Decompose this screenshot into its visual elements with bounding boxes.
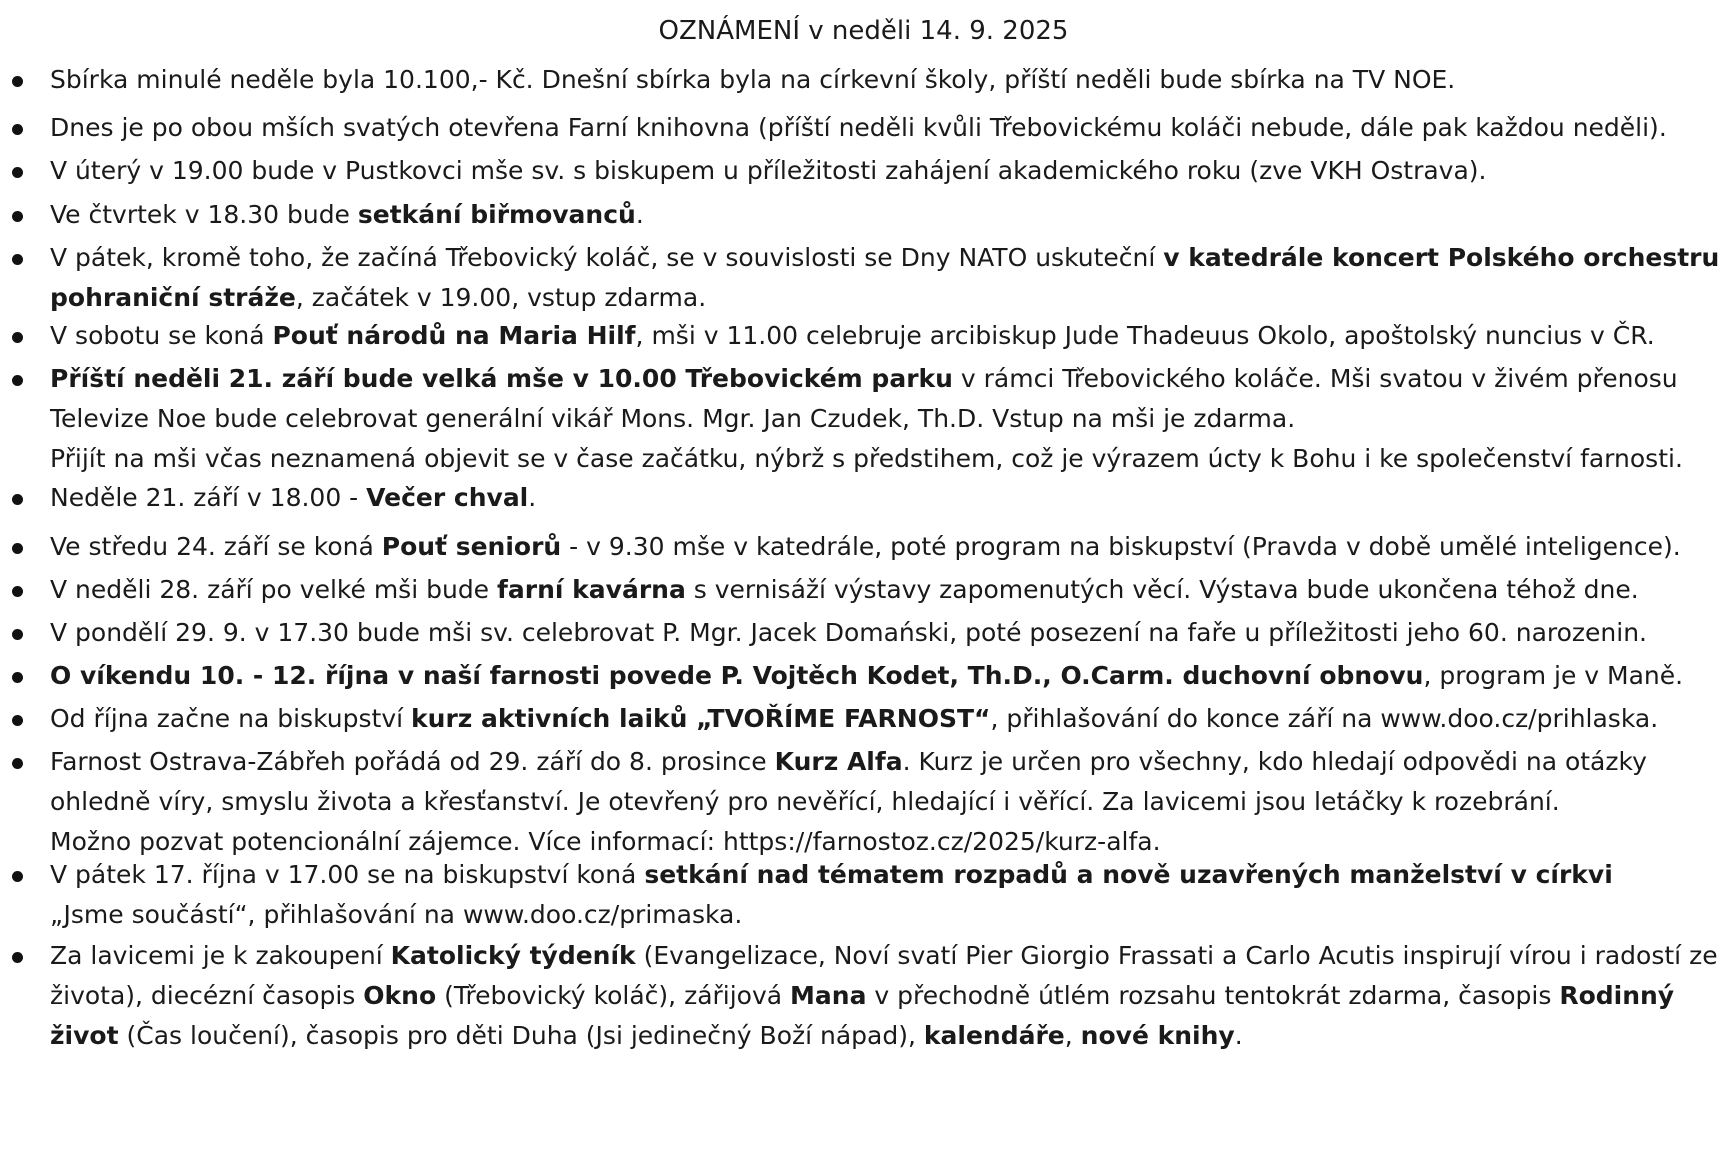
text: V pátek, kromě toho, že začíná Třebovický koláč, se v souvislosti se Dny NATO uskuteční (50, 243, 1164, 272)
item-line (50, 399, 1720, 439)
list-item (50, 151, 1720, 191)
list-item (50, 359, 1720, 479)
text: V sobotu se koná (50, 321, 273, 350)
text: , přihlašování do konce září na www.doo.cz/prihlaska. (990, 704, 1659, 733)
text: - v 9.30 mše v katedrále, poté program na biskupství (Pravda v době umělé inteligence). (561, 532, 1681, 561)
page-title: OZNÁMENÍ v neděli 14. 9. 2025 (658, 16, 1069, 46)
bold-text: kurz aktivních laiků „TVOŘÍME FARNOST“ (411, 704, 991, 733)
text: Farnost Ostrava-Zábřeh pořádá od 29. září do 8. prosince (50, 747, 775, 776)
text: Neděle 21. září v 18.00 - (50, 483, 367, 512)
bullet-icon (12, 586, 23, 597)
bold-text: Mana (790, 981, 867, 1010)
bullet-icon (12, 629, 23, 640)
bullet-icon (12, 494, 23, 505)
bullet-icon (12, 254, 23, 265)
text: Od října začne na biskupství (50, 704, 412, 733)
bold-text: pohraniční stráže (50, 283, 296, 312)
item-line (50, 570, 1720, 610)
bold-text: Pouť národů na Maria Hilf (272, 321, 636, 350)
item-line (50, 60, 1720, 100)
item-line (50, 855, 1720, 895)
text: . (528, 483, 537, 512)
item-line (50, 699, 1720, 739)
bold-text: Okno (363, 981, 437, 1010)
list-item (50, 855, 1720, 935)
bullet-icon (12, 167, 23, 178)
item-line (50, 151, 1720, 191)
text: , program je v Maně. (1423, 661, 1684, 690)
item-line (50, 238, 1720, 278)
bold-text: nové knihy (1080, 1021, 1235, 1050)
bullet-icon (12, 871, 23, 882)
item-line (50, 195, 1720, 235)
bullet-icon (12, 952, 23, 963)
item-line (50, 1016, 1720, 1056)
list-item (50, 613, 1720, 653)
bullet-icon (12, 715, 23, 726)
text: V neděli 28. září po velké mši bude (50, 575, 498, 604)
text: života), diecézní časopis (50, 981, 364, 1010)
item-line (50, 976, 1720, 1016)
text: V úterý v 19.00 bude v Pustkovci mše sv. s biskupem u příležitosti zahájení akademického roku (zve VKH Ostrava). (50, 156, 1487, 185)
text: (Třebovický koláč), zářijová (436, 981, 791, 1010)
bullet-icon (12, 211, 23, 222)
text: Možno pozvat potencionální zájemce. Více informací: https://farnostoz.cz/2025/kurz-alfa. (50, 827, 1161, 856)
text: Ve čtvrtek v 18.30 bude (50, 200, 358, 229)
item-line (50, 316, 1720, 356)
bold-text: Katolický týdeník (390, 941, 636, 970)
item-line (50, 742, 1720, 782)
bold-text: Příští neděli 21. září bude velká mše v 10.00 Třebovickém parku (50, 364, 953, 393)
text: (Čas loučení), časopis pro děti Duha (Jsi jedinečný Boží nápad), (118, 1021, 924, 1050)
item-line (50, 359, 1720, 399)
bullet-icon (12, 124, 23, 135)
bullet-icon (12, 375, 23, 386)
text: Dnes je po obou mších svatých otevřena Farní knihovna (příští neděli kvůli Třebovickému koláči nebude, dále pak každou neděli). (50, 113, 1667, 142)
bold-text: O víkendu 10. - 12. října v naší farnosti povede P. Vojtěch Kodet, Th.D., O.Carm. duchovní obnovu (50, 661, 1424, 690)
text: Za lavicemi je k zakoupení (50, 941, 391, 970)
item-line (50, 895, 1720, 935)
bold-text: Rodinný (1559, 981, 1675, 1010)
text: (Evangelizace, Noví svatí Pier Giorgio Frassati a Carlo Acutis inspirují vírou i radostí ze (635, 941, 1718, 970)
item-line (50, 656, 1720, 696)
item-line (50, 108, 1720, 148)
list-item (50, 195, 1720, 235)
text: , začátek v 19.00, vstup zdarma. (295, 283, 707, 312)
text: Přijít na mši včas neznamená objevit se v čase začátku, nýbrž s předstihem, což je výrazem úcty k Bohu i ke společenství farnosti. (50, 444, 1683, 473)
item-line (50, 527, 1720, 567)
list-item (50, 656, 1720, 696)
bullet-icon (12, 543, 23, 554)
list-item (50, 478, 1720, 518)
item-line (50, 278, 1720, 318)
text: „Jsme součástí“, přihlašování na www.doo.cz/primaska. (50, 900, 743, 929)
text: Televize Noe bude celebrovat generální vikář Mons. Mgr. Jan Czudek, Th.D. Vstup na mši je zdarma. (50, 404, 1296, 433)
bullet-icon (12, 76, 23, 87)
text: v přechodně útlém rozsahu tentokrát zdarma, časopis (866, 981, 1560, 1010)
text: s vernisáží výstavy zapomenutých věcí. Výstava bude ukončena téhož dne. (685, 575, 1639, 604)
bullet-icon (12, 672, 23, 683)
text: , (1064, 1021, 1081, 1050)
text: v rámci Třebovického koláče. Mši svatou v živém přenosu (952, 364, 1678, 393)
text: . (1234, 1021, 1243, 1050)
bold-text: setkání nad tématem rozpadů a nově uzavřených manželství v církvi (644, 860, 1613, 889)
text: Ve středu 24. září se koná (50, 532, 382, 561)
bold-text: farní kavárna (497, 575, 686, 604)
list-item (50, 60, 1720, 100)
list-item (50, 936, 1720, 1056)
item-line (50, 936, 1720, 976)
item-line (50, 439, 1720, 479)
text: . Kurz je určen pro všechny, kdo hledají odpovědi na otázky (902, 747, 1647, 776)
list-item (50, 108, 1720, 148)
list-item (50, 570, 1720, 610)
bullet-icon (12, 758, 23, 769)
list-item (50, 699, 1720, 739)
bold-text: Kurz Alfa (774, 747, 903, 776)
bold-text: život (50, 1021, 119, 1050)
text: , mši v 11.00 celebruje arcibiskup Jude Thadeuus Okolo, apoštolský nuncius v ČR. (635, 321, 1655, 350)
bold-text: setkání biřmovanců (357, 200, 636, 229)
list-item (50, 316, 1720, 356)
item-line (50, 613, 1720, 653)
bold-text: kalendáře (923, 1021, 1065, 1050)
item-line (50, 478, 1720, 518)
bold-text: Pouť seniorů (381, 532, 562, 561)
bullet-icon (12, 332, 23, 343)
item-line (50, 782, 1720, 822)
list-item (50, 238, 1720, 318)
list-item (50, 742, 1720, 862)
text: V pondělí 29. 9. v 17.30 bude mši sv. celebrovat P. Mgr. Jacek Domański, poté posezení na faře u příležitosti jeho 60. narozenin. (50, 618, 1647, 647)
text: V pátek 17. října v 17.00 se na biskupství koná (50, 860, 645, 889)
text: Sbírka minulé neděle byla 10.100,- Kč. Dnešní sbírka byla na církevní školy, příští neděli bude sbírka na TV NOE. (50, 65, 1456, 94)
bold-text: v katedrále koncert Polského orchestru (1163, 243, 1720, 272)
text: ohledně víry, smyslu života a křesťanství. Je otevřený pro nevěřící, hledající i věřící. Za lavicemi jsou letáčky k rozebrání. (50, 787, 1560, 816)
bold-text: Večer chval (366, 483, 529, 512)
list-item (50, 527, 1720, 567)
text: . (635, 200, 644, 229)
